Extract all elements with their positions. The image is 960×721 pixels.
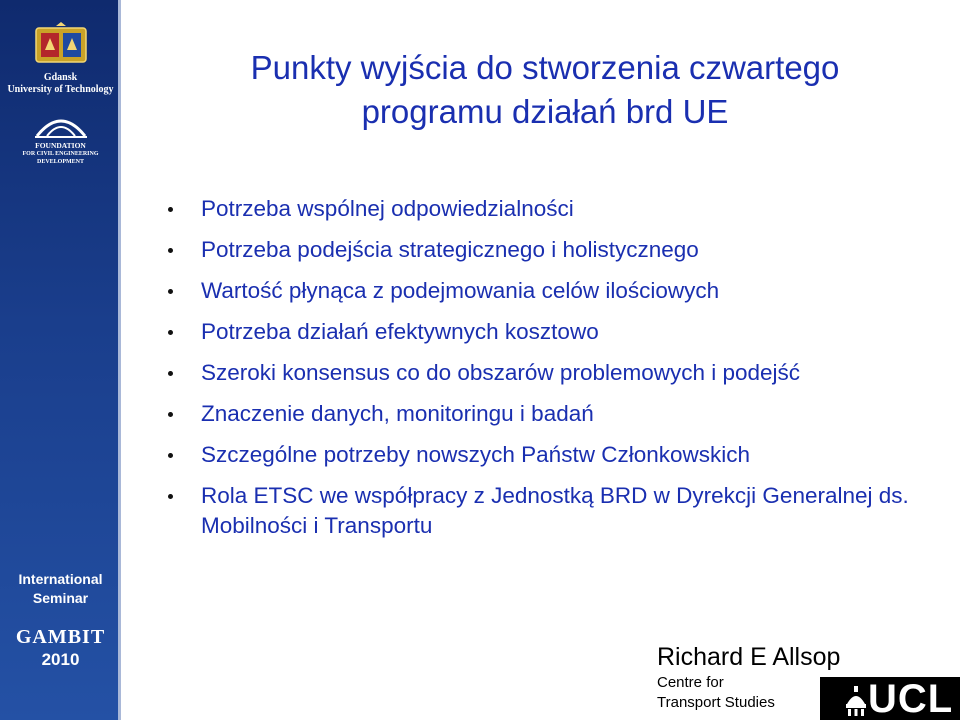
- bullet-dot-icon: [168, 248, 173, 253]
- bullet-dot-icon: [168, 494, 173, 499]
- sidebar: [0, 0, 121, 720]
- bullet-item: [160, 358, 920, 388]
- university-crest-icon: [34, 22, 88, 66]
- bullet-item: [160, 276, 920, 306]
- event-name: GAMBIT: [15, 626, 106, 648]
- bullet-text: Wartość płynąca z podejmowania celów ilościowych: [201, 278, 720, 303]
- bullet-text: Szeroki konsensus co do obszarów problemowych i podejść: [201, 360, 801, 385]
- bullet-dot-icon: [168, 207, 173, 212]
- foundation-name: [0, 142, 121, 166]
- foundation-name-line2: FOR CIVIL ENGINEERING DEVELOPMENT: [22, 151, 99, 165]
- bullet-dot-icon: [168, 289, 173, 294]
- bullet-item: [160, 440, 920, 470]
- bullet-item: [160, 235, 920, 265]
- bullet-text: Szczególne potrzeby nowszych Państw Członkowskich: [201, 442, 750, 467]
- bullet-item: [160, 194, 920, 224]
- ucl-logo-text: UCL: [868, 677, 954, 721]
- slide-title: [150, 46, 940, 134]
- seminar-label: [0, 570, 121, 608]
- bullet-text: Potrzeba podejścia strategicznego i holistycznego: [201, 237, 699, 262]
- bullet-dot-icon: [168, 453, 173, 458]
- affiliation-line2: Transport Studies: [657, 694, 775, 711]
- bullet-text: Potrzeba działań efektywnych kosztowo: [201, 319, 599, 344]
- sidebar-divider: [118, 0, 121, 720]
- slide-title-line2: programu działań brd UE: [361, 93, 729, 130]
- author-affiliation: [657, 673, 775, 713]
- event-year: 2010: [41, 650, 80, 669]
- bullet-dot-icon: [168, 330, 173, 335]
- author-name: Richard E Allsop: [657, 643, 841, 671]
- seminar-label-line1: International: [18, 571, 103, 587]
- bullet-text: Potrzeba wspólnej odpowiedzialności: [201, 196, 574, 221]
- foundation-name-line1: FOUNDATION: [35, 141, 86, 150]
- university-name-line2: University of Technology: [7, 84, 114, 95]
- affiliation-line1: Centre for: [657, 674, 724, 691]
- bullet-item: [160, 317, 920, 347]
- bullet-item: [160, 399, 920, 429]
- slide-title-line1: Punkty wyjścia do stworzenia czwartego: [250, 49, 840, 86]
- university-name: [0, 72, 121, 96]
- university-name-line1: Gdansk: [43, 72, 78, 83]
- bullet-dot-icon: [168, 412, 173, 417]
- bullet-list: [160, 194, 920, 552]
- seminar-label-line2: Seminar: [32, 590, 89, 606]
- bullet-item: [160, 481, 920, 541]
- bullet-text: Rola ETSC we współpracy z Jednostką BRD w Dyrekcji Generalnej ds. Mobilności i Transportu: [201, 483, 909, 538]
- bullet-dot-icon: [168, 371, 173, 376]
- foundation-logo-icon: [33, 112, 89, 140]
- ucl-dome-icon: [846, 686, 866, 716]
- bullet-text: Znaczenie danych, monitoringu i badań: [201, 401, 594, 426]
